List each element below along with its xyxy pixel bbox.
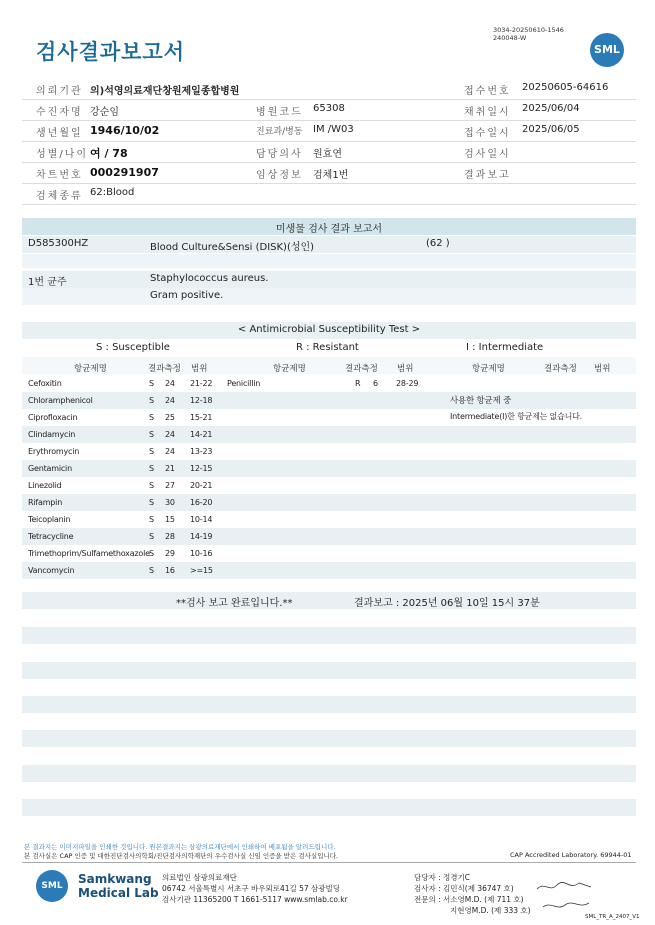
drug-name: Cefoxitin (28, 379, 62, 388)
staff-line-1: 담당자 : 정경기C (414, 873, 471, 882)
empty-row (22, 782, 636, 799)
drug-name: Rifampin (28, 498, 63, 507)
empty-row (22, 679, 636, 696)
zone-value: 30 (165, 498, 175, 507)
range-value: 16-20 (190, 498, 213, 507)
report-label: 결과보고 (464, 170, 511, 181)
zone-value: 24 (165, 396, 175, 405)
range-value: 15-21 (190, 413, 213, 422)
result-code: S (149, 498, 154, 507)
doctor-label: 담당의사 (256, 149, 303, 160)
drug-name: Chloramphenicol (28, 396, 93, 405)
zone-value: 16 (165, 566, 175, 575)
sex-age-value: 여 / 78 (90, 147, 128, 160)
gram-stain: Gram positive. (150, 290, 224, 301)
drug-name: Vancomycin (28, 566, 75, 575)
zone-value: 29 (165, 549, 175, 558)
table-row (22, 477, 636, 494)
ast-title-row (22, 322, 636, 339)
test-name: Blood Culture&Sensi (DISK)(성인) (150, 242, 315, 253)
ward-code-label: 병원코드 (256, 107, 303, 118)
document-code-line1: 3034-20250610-1546 (493, 26, 564, 34)
drug-name: Clindamycin (28, 430, 76, 439)
table-row (22, 545, 636, 562)
chart-value: 000291907 (90, 166, 159, 179)
col-range-right: 범위 (594, 364, 611, 374)
institution-label: 의뢰기관 (36, 86, 83, 97)
org-info (162, 872, 348, 905)
notice-line-2: 본 검사실은 CAP 인증 및 대한진단검사의학회/진단검사의학재단의 우수검사실 신임 인증을 받은 검사실입니다. (24, 852, 339, 860)
clinical-value: 검체1번 (313, 170, 349, 181)
micro-test-row (22, 236, 636, 253)
drug-name: Ciprofloxacin (28, 413, 78, 422)
range-value: 12-18 (190, 396, 213, 405)
brand-line-2: Medical Lab (78, 886, 159, 900)
intermediate-note-1: 사용한 항균제 중 (450, 396, 512, 406)
intermediate-note-2: Intermediate(I)한 항균제는 없습니다. (450, 412, 582, 421)
dept-value: IM /W03 (313, 124, 354, 135)
patient-label: 수진자명 (36, 107, 83, 118)
table-row (22, 528, 636, 545)
organism-row (22, 271, 636, 288)
institution-value: 의)석영의료재단창원제일종합병원 (90, 86, 240, 97)
zone-value: 15 (165, 515, 175, 524)
empty-row (22, 610, 636, 627)
result-code: S (149, 481, 154, 490)
table-row (22, 375, 636, 392)
result-code: S (149, 549, 154, 558)
chart-label: 차트번호 (36, 170, 83, 181)
notice-line-1: 본 결과지는 이미지파일을 인쇄한 것입니다. 원본결과지는 삼광의료재단에서 인쇄하여 배포됨을 알려드립니다. (24, 843, 336, 851)
drug-name: Linezolid (28, 481, 62, 490)
birth-value: 1946/10/02 (90, 124, 160, 137)
range-value: 10-16 (190, 549, 213, 558)
range-value: 14-19 (190, 532, 213, 541)
organism-name: Staphylococcus aureus. (150, 273, 269, 284)
gram-row (22, 288, 636, 305)
drug-name: Penicillin (227, 379, 261, 388)
zone-value: 6 (373, 379, 378, 388)
doctor-value: 원효연 (313, 149, 342, 160)
staff-info (414, 872, 531, 916)
signature-icon (535, 877, 595, 917)
legend-resistant: R : Resistant (296, 342, 359, 353)
legend-susceptible: S : Susceptible (96, 342, 170, 353)
result-code: R (355, 379, 361, 388)
sex-age-label: 성별/나이 (36, 149, 89, 160)
empty-row (22, 713, 636, 730)
page-title: 검사결과보고서 (36, 40, 186, 64)
brand-name (78, 872, 159, 900)
empty-row (22, 627, 636, 644)
empty-row (22, 696, 636, 713)
zone-value: 27 (165, 481, 175, 490)
result-code: S (149, 464, 154, 473)
zone-value: 25 (165, 413, 175, 422)
staff-line-2: 검사자 : 김민식(제 36747 호) (414, 884, 514, 893)
dept-label: 진료과/병동 (256, 127, 303, 137)
table-row (22, 511, 636, 528)
col-result-right: 결과측정 (544, 364, 577, 374)
result-code: S (149, 396, 154, 405)
completion-text: **검사 보고 완료입니다.** (176, 598, 293, 609)
test-code: D585300HZ (28, 238, 89, 249)
table-row (22, 443, 636, 460)
sml-footer-logo-icon: SML (36, 870, 68, 902)
drug-name: Tetracycline (28, 532, 74, 541)
range-value: 12-15 (190, 464, 213, 473)
staff-line-3: 전문의 : 서소영M.D. (제 711 호) (414, 895, 524, 904)
collect-date-value: 2025/06/04 (522, 103, 580, 114)
collect-date-label: 채취일시 (464, 107, 511, 118)
header-row-1 (22, 78, 636, 100)
legend-intermediate: I : Intermediate (466, 342, 544, 353)
result-code: S (149, 379, 154, 388)
col-range-mid: 범위 (397, 364, 414, 374)
specimen-value: 62:Blood (90, 187, 135, 198)
micro-spacer-row (22, 254, 636, 268)
receipt-date-label: 접수일시 (464, 128, 511, 139)
completion-row (22, 592, 636, 609)
col-result-left: 결과측정 (148, 364, 181, 374)
brand-line-1: Samkwang (78, 872, 152, 886)
org-name: 의료법인 삼광의료재단 (162, 873, 237, 882)
result-code: S (149, 413, 154, 422)
range-value: 14-21 (190, 430, 213, 439)
sml-logo-icon: SML (590, 33, 624, 67)
col-range-left: 범위 (191, 364, 208, 374)
zone-value: 24 (165, 379, 175, 388)
header-row-5 (22, 162, 636, 184)
footer-divider (22, 862, 636, 863)
range-value: 13-23 (190, 447, 213, 456)
drug-name: Gentamicin (28, 464, 72, 473)
drug-name: Erythromycin (28, 447, 80, 456)
zone-value: 21 (165, 464, 175, 473)
report-time: 결과보고 : 2025년 06월 10일 15시 37분 (354, 598, 540, 609)
result-code: S (149, 447, 154, 456)
micro-section-header (22, 218, 636, 235)
empty-row (22, 799, 636, 816)
col-drug-right: 항균제명 (472, 364, 505, 374)
document-code (493, 26, 564, 42)
birth-label: 생년월일 (36, 128, 83, 139)
result-code: S (149, 566, 154, 575)
header-row-2 (22, 99, 636, 121)
org-contact: 검사기관 11365200 T 1661-5117 www.smlab.co.kr (162, 895, 348, 904)
test-date-label: 검사일시 (464, 149, 511, 160)
range-value: >=15 (190, 566, 213, 575)
empty-row (22, 748, 636, 765)
table-row (22, 392, 636, 409)
range-value: 10-14 (190, 515, 213, 524)
result-code: S (149, 515, 154, 524)
range-value: 21-22 (190, 379, 213, 388)
empty-row (22, 765, 636, 782)
receipt-date-value: 2025/06/05 (522, 124, 580, 135)
col-result-mid: 결과측정 (345, 364, 378, 374)
col-drug-left: 항균제명 (74, 364, 107, 374)
micro-section-title: 미생물 검사 결과 보고서 (275, 224, 383, 235)
table-row (22, 460, 636, 477)
empty-row (22, 662, 636, 679)
result-code: S (149, 430, 154, 439)
ast-title: < Antimicrobial Susceptibility Test > (237, 324, 421, 335)
zone-value: 24 (165, 430, 175, 439)
drug-name: Trimethoprim/Sulfamethoxazole (28, 549, 150, 558)
drug-name: Teicoplanin (28, 515, 71, 524)
zone-value: 24 (165, 447, 175, 456)
header-row-6 (22, 183, 636, 205)
col-drug-mid: 항균제명 (273, 364, 306, 374)
zone-value: 28 (165, 532, 175, 541)
header-row-4 (22, 141, 636, 163)
patient-value: 강순임 (90, 107, 119, 118)
test-number: (62 ) (426, 238, 450, 249)
range-value: 20-21 (190, 481, 213, 490)
table-row (22, 494, 636, 511)
staff-line-4: 지현영M.D. (제 333 호) (450, 906, 531, 915)
empty-row (22, 644, 636, 661)
table-row (22, 426, 636, 443)
table-row (22, 562, 636, 579)
document-code-line2: 240048-W (493, 34, 527, 42)
range-value: 28-29 (396, 379, 419, 388)
clinical-label: 임상정보 (256, 170, 303, 181)
receipt-no-value: 20250605-64616 (522, 82, 609, 93)
ward-code-value: 65308 (313, 103, 345, 114)
receipt-no-label: 접수번호 (464, 86, 511, 97)
specimen-label: 검체종류 (36, 191, 83, 202)
form-code: SML_TR_A_2407_V1 (585, 914, 640, 920)
empty-row (22, 730, 636, 747)
org-address: 06742 서울특별시 서초구 바우뫼로41길 57 삼광빌딩 (162, 884, 341, 893)
header-row-3 (22, 120, 636, 142)
cap-accreditation: CAP Accredited Laboratory. 69944-01 (510, 851, 632, 859)
result-code: S (149, 532, 154, 541)
organism-label: 1번 균주 (28, 277, 67, 288)
